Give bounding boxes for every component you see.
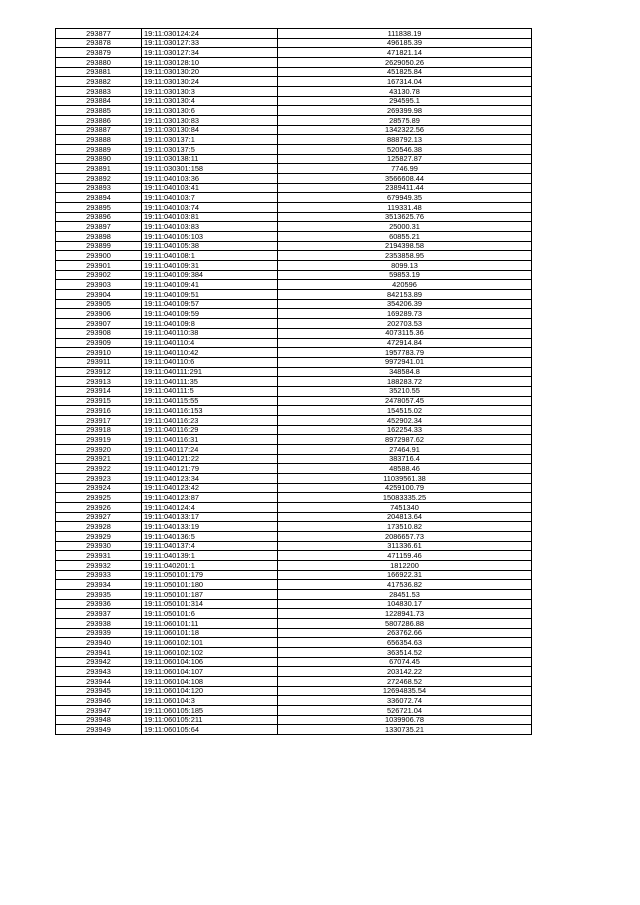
value-cell: 2194398.58 <box>278 241 532 251</box>
row-number-cell: 293894 <box>56 193 142 203</box>
value-cell: 162254.33 <box>278 425 532 435</box>
table-row <box>56 183 532 193</box>
table-row <box>56 444 532 454</box>
row-number-cell: 293940 <box>56 638 142 648</box>
row-number-cell: 293877 <box>56 29 142 39</box>
cadastral-number-cell: 19:11:040124:4 <box>142 502 278 512</box>
value-cell: 2353858.95 <box>278 251 532 261</box>
cadastral-number-cell: 19:11:040109:384 <box>142 270 278 280</box>
cadastral-number-cell: 19:11:040110:6 <box>142 357 278 367</box>
row-number-cell: 293943 <box>56 667 142 677</box>
cadastral-number-cell: 19:11:060102:101 <box>142 638 278 648</box>
row-number-cell: 293918 <box>56 425 142 435</box>
table-row <box>56 648 532 658</box>
row-number-cell: 293878 <box>56 38 142 48</box>
row-number-cell: 293915 <box>56 396 142 406</box>
table-row <box>56 77 532 87</box>
table-row <box>56 125 532 135</box>
value-cell: 4259100.79 <box>278 483 532 493</box>
table-row <box>56 541 532 551</box>
value-cell: 2629050.26 <box>278 58 532 68</box>
cadastral-number-cell: 19:11:040115:55 <box>142 396 278 406</box>
value-cell: 43130.78 <box>278 87 532 97</box>
table-row <box>56 560 532 570</box>
value-cell: 188283.72 <box>278 377 532 387</box>
cadastral-number-cell: 19:11:030137:5 <box>142 145 278 155</box>
value-cell: 7451340 <box>278 502 532 512</box>
value-cell: 269399.98 <box>278 106 532 116</box>
cadastral-number-cell: 19:11:050101:180 <box>142 580 278 590</box>
table-row <box>56 261 532 271</box>
value-cell: 8972987.62 <box>278 435 532 445</box>
cadastral-number-cell: 19:11:050101:314 <box>142 599 278 609</box>
row-number-cell: 293899 <box>56 241 142 251</box>
table-row <box>56 338 532 348</box>
cadastral-number-cell: 19:11:040105:103 <box>142 232 278 242</box>
table-row <box>56 599 532 609</box>
row-number-cell: 293939 <box>56 628 142 638</box>
table-row <box>56 67 532 77</box>
row-number-cell: 293883 <box>56 87 142 97</box>
cadastral-number-cell: 19:11:030137:1 <box>142 135 278 145</box>
value-cell: 35210.55 <box>278 386 532 396</box>
table-row <box>56 38 532 48</box>
value-cell: 166922.31 <box>278 570 532 580</box>
cadastral-number-cell: 19:11:060101:11 <box>142 618 278 628</box>
cadastral-number-cell: 19:11:060104:106 <box>142 657 278 667</box>
table-row <box>56 522 532 532</box>
value-cell: 204813.64 <box>278 512 532 522</box>
table-row <box>56 386 532 396</box>
table-row <box>56 435 532 445</box>
value-cell: 60855.21 <box>278 232 532 242</box>
value-cell: 119331.48 <box>278 203 532 213</box>
table-row <box>56 212 532 222</box>
value-cell: 9972941.01 <box>278 357 532 367</box>
table-row <box>56 154 532 164</box>
table-row <box>56 667 532 677</box>
row-number-cell: 293941 <box>56 648 142 658</box>
cadastral-number-cell: 19:11:040109:59 <box>142 309 278 319</box>
value-cell: 263762.66 <box>278 628 532 638</box>
table-row <box>56 696 532 706</box>
table-row <box>56 135 532 145</box>
row-number-cell: 293908 <box>56 328 142 338</box>
table-row <box>56 174 532 184</box>
row-number-cell: 293880 <box>56 58 142 68</box>
value-cell: 520546.38 <box>278 145 532 155</box>
table-row <box>56 241 532 251</box>
value-cell: 496185.39 <box>278 38 532 48</box>
value-cell: 842153.89 <box>278 290 532 300</box>
value-cell: 294595.1 <box>278 96 532 106</box>
table-row <box>56 657 532 667</box>
row-number-cell: 293884 <box>56 96 142 106</box>
cadastral-number-cell: 19:11:040116:23 <box>142 415 278 425</box>
row-number-cell: 293893 <box>56 183 142 193</box>
table-row <box>56 551 532 561</box>
row-number-cell: 293930 <box>56 541 142 551</box>
cadastral-number-cell: 19:11:040105:38 <box>142 241 278 251</box>
cadastral-number-cell: 19:11:060104:120 <box>142 686 278 696</box>
cadastral-number-cell: 19:11:040111:5 <box>142 386 278 396</box>
cadastral-number-cell: 19:11:030130:83 <box>142 116 278 126</box>
row-number-cell: 293890 <box>56 154 142 164</box>
cadastral-number-cell: 19:11:060104:108 <box>142 677 278 687</box>
value-cell: 169289.73 <box>278 309 532 319</box>
table-row <box>56 377 532 387</box>
table-row <box>56 415 532 425</box>
table-row <box>56 96 532 106</box>
table-row <box>56 367 532 377</box>
row-number-cell: 293911 <box>56 357 142 367</box>
table-row <box>56 618 532 628</box>
cadastral-number-cell: 19:11:060101:18 <box>142 628 278 638</box>
row-number-cell: 293916 <box>56 406 142 416</box>
cadastral-number-cell: 19:11:040116:31 <box>142 435 278 445</box>
row-number-cell: 293879 <box>56 48 142 58</box>
value-cell: 5807286.88 <box>278 618 532 628</box>
cadastral-number-cell: 19:11:030130:4 <box>142 96 278 106</box>
cadastral-number-cell: 19:11:040110:42 <box>142 348 278 358</box>
cadastral-number-cell: 19:11:040123:42 <box>142 483 278 493</box>
table-row <box>56 512 532 522</box>
value-cell: 4073115.36 <box>278 328 532 338</box>
row-number-cell: 293921 <box>56 454 142 464</box>
table-row <box>56 48 532 58</box>
value-cell: 417536.82 <box>278 580 532 590</box>
value-cell: 471159.46 <box>278 551 532 561</box>
cadastral-number-cell: 19:11:040121:22 <box>142 454 278 464</box>
table-row <box>56 145 532 155</box>
cadastral-number-cell: 19:11:030127:34 <box>142 48 278 58</box>
table-row <box>56 87 532 97</box>
cadastral-number-cell: 19:11:030124:24 <box>142 29 278 39</box>
row-number-cell: 293924 <box>56 483 142 493</box>
row-number-cell: 293888 <box>56 135 142 145</box>
row-number-cell: 293928 <box>56 522 142 532</box>
row-number-cell: 293942 <box>56 657 142 667</box>
cadastral-number-cell: 19:11:040110:4 <box>142 338 278 348</box>
table-row <box>56 222 532 232</box>
value-cell: 363514.52 <box>278 648 532 658</box>
row-number-cell: 293897 <box>56 222 142 232</box>
table-row <box>56 715 532 725</box>
row-number-cell: 293900 <box>56 251 142 261</box>
value-cell: 154515.02 <box>278 406 532 416</box>
value-cell: 11039561.38 <box>278 473 532 483</box>
table-row <box>56 638 532 648</box>
row-number-cell: 293896 <box>56 212 142 222</box>
cadastral-number-cell: 19:11:030301:158 <box>142 164 278 174</box>
cadastral-number-cell: 19:11:040136:5 <box>142 531 278 541</box>
table-row <box>56 493 532 503</box>
table-row <box>56 232 532 242</box>
cadastral-number-cell: 19:11:040110:38 <box>142 328 278 338</box>
row-number-cell: 293903 <box>56 280 142 290</box>
cadastral-number-cell: 19:11:060105:64 <box>142 725 278 735</box>
cadastral-number-cell: 19:11:050101:179 <box>142 570 278 580</box>
row-number-cell: 293904 <box>56 290 142 300</box>
cadastral-number-cell: 19:11:040137:4 <box>142 541 278 551</box>
value-cell: 1330735.21 <box>278 725 532 735</box>
row-number-cell: 293881 <box>56 67 142 77</box>
cadastral-number-cell: 19:11:040133:17 <box>142 512 278 522</box>
table-row <box>56 309 532 319</box>
row-number-cell: 293885 <box>56 106 142 116</box>
row-number-cell: 293891 <box>56 164 142 174</box>
value-cell: 173510.82 <box>278 522 532 532</box>
table-row <box>56 502 532 512</box>
table-row <box>56 686 532 696</box>
row-number-cell: 293920 <box>56 444 142 454</box>
row-number-cell: 293917 <box>56 415 142 425</box>
table-row <box>56 193 532 203</box>
table-row <box>56 706 532 716</box>
value-cell: 1957783.79 <box>278 348 532 358</box>
table-row <box>56 628 532 638</box>
value-cell: 272468.52 <box>278 677 532 687</box>
cadastral-number-cell: 19:11:040109:41 <box>142 280 278 290</box>
cadastral-value-table <box>55 28 532 735</box>
value-cell: 2389411.44 <box>278 183 532 193</box>
cadastral-number-cell: 19:11:040103:81 <box>142 212 278 222</box>
cadastral-number-cell: 19:11:040109:8 <box>142 319 278 329</box>
row-number-cell: 293938 <box>56 618 142 628</box>
value-cell: 111838.19 <box>278 29 532 39</box>
value-cell: 28575.89 <box>278 116 532 126</box>
value-cell: 526721.04 <box>278 706 532 716</box>
table-row <box>56 348 532 358</box>
value-cell: 1812200 <box>278 560 532 570</box>
cadastral-number-cell: 19:11:040123:87 <box>142 493 278 503</box>
table-row <box>56 406 532 416</box>
row-number-cell: 293945 <box>56 686 142 696</box>
table-row <box>56 270 532 280</box>
cadastral-number-cell: 19:11:030130:20 <box>142 67 278 77</box>
cadastral-number-cell: 19:11:040117:24 <box>142 444 278 454</box>
row-number-cell: 293892 <box>56 174 142 184</box>
cadastral-number-cell: 19:11:040103:41 <box>142 183 278 193</box>
row-number-cell: 293902 <box>56 270 142 280</box>
value-cell: 679949.35 <box>278 193 532 203</box>
value-cell: 125827.87 <box>278 154 532 164</box>
cadastral-number-cell: 19:11:060102:102 <box>142 648 278 658</box>
cadastral-number-cell: 19:11:030130:84 <box>142 125 278 135</box>
cadastral-number-cell: 19:11:040201:1 <box>142 560 278 570</box>
cadastral-number-cell: 19:11:060105:211 <box>142 715 278 725</box>
table-row <box>56 116 532 126</box>
row-number-cell: 293887 <box>56 125 142 135</box>
cadastral-number-cell: 19:11:040103:7 <box>142 193 278 203</box>
value-cell: 2478057.45 <box>278 396 532 406</box>
value-cell: 656354.63 <box>278 638 532 648</box>
cadastral-number-cell: 19:11:030130:3 <box>142 87 278 97</box>
value-cell: 25000.31 <box>278 222 532 232</box>
value-cell: 1342322.56 <box>278 125 532 135</box>
value-cell: 15083335.25 <box>278 493 532 503</box>
row-number-cell: 293948 <box>56 715 142 725</box>
table-row <box>56 299 532 309</box>
row-number-cell: 293935 <box>56 589 142 599</box>
value-cell: 451825.84 <box>278 67 532 77</box>
table-row <box>56 454 532 464</box>
cadastral-number-cell: 19:11:060104:107 <box>142 667 278 677</box>
row-number-cell: 293910 <box>56 348 142 358</box>
cadastral-number-cell: 19:11:040111:35 <box>142 377 278 387</box>
value-cell: 7746.99 <box>278 164 532 174</box>
row-number-cell: 293913 <box>56 377 142 387</box>
table-row <box>56 473 532 483</box>
value-cell: 1228941.73 <box>278 609 532 619</box>
cadastral-number-cell: 19:11:040108:1 <box>142 251 278 261</box>
value-cell: 3566608.44 <box>278 174 532 184</box>
cadastral-number-cell: 19:11:040109:51 <box>142 290 278 300</box>
cadastral-number-cell: 19:11:040139:1 <box>142 551 278 561</box>
cadastral-number-cell: 19:11:030128:10 <box>142 58 278 68</box>
value-cell: 472914.84 <box>278 338 532 348</box>
table-row <box>56 580 532 590</box>
value-cell: 420596 <box>278 280 532 290</box>
cadastral-number-cell: 19:11:030130:6 <box>142 106 278 116</box>
cadastral-number-cell: 19:11:060104:3 <box>142 696 278 706</box>
cadastral-number-cell: 19:11:030130:24 <box>142 77 278 87</box>
row-number-cell: 293901 <box>56 261 142 271</box>
value-cell: 48588.46 <box>278 464 532 474</box>
table-row <box>56 464 532 474</box>
cadastral-number-cell: 19:11:040123:34 <box>142 473 278 483</box>
value-cell: 167314.04 <box>278 77 532 87</box>
value-cell: 203142.22 <box>278 667 532 677</box>
table-row <box>56 531 532 541</box>
value-cell: 8099.13 <box>278 261 532 271</box>
row-number-cell: 293906 <box>56 309 142 319</box>
table-row <box>56 58 532 68</box>
table-row <box>56 396 532 406</box>
value-cell: 12694835.54 <box>278 686 532 696</box>
value-cell: 2086657.73 <box>278 531 532 541</box>
table-row <box>56 106 532 116</box>
table-row <box>56 203 532 213</box>
row-number-cell: 293946 <box>56 696 142 706</box>
table-row <box>56 483 532 493</box>
value-cell: 336072.74 <box>278 696 532 706</box>
row-number-cell: 293937 <box>56 609 142 619</box>
value-cell: 311336.61 <box>278 541 532 551</box>
row-number-cell: 293895 <box>56 203 142 213</box>
cadastral-number-cell: 19:11:040103:74 <box>142 203 278 213</box>
row-number-cell: 293907 <box>56 319 142 329</box>
row-number-cell: 293909 <box>56 338 142 348</box>
value-cell: 471821.14 <box>278 48 532 58</box>
cadastral-number-cell: 19:11:040109:57 <box>142 299 278 309</box>
row-number-cell: 293923 <box>56 473 142 483</box>
row-number-cell: 293925 <box>56 493 142 503</box>
value-cell: 3513625.76 <box>278 212 532 222</box>
value-cell: 1039906.78 <box>278 715 532 725</box>
cadastral-number-cell: 19:11:040133:19 <box>142 522 278 532</box>
cadastral-number-cell: 19:11:040111:291 <box>142 367 278 377</box>
row-number-cell: 293932 <box>56 560 142 570</box>
row-number-cell: 293929 <box>56 531 142 541</box>
table-row <box>56 425 532 435</box>
value-cell: 383716.4 <box>278 454 532 464</box>
value-cell: 348584.8 <box>278 367 532 377</box>
table-row <box>56 29 532 39</box>
value-cell: 67074.45 <box>278 657 532 667</box>
row-number-cell: 293912 <box>56 367 142 377</box>
table-row <box>56 280 532 290</box>
table-row <box>56 357 532 367</box>
table-row <box>56 677 532 687</box>
row-number-cell: 293933 <box>56 570 142 580</box>
value-cell: 452902.34 <box>278 415 532 425</box>
value-cell: 354206.39 <box>278 299 532 309</box>
value-cell: 202703.53 <box>278 319 532 329</box>
row-number-cell: 293889 <box>56 145 142 155</box>
cadastral-number-cell: 19:11:040103:36 <box>142 174 278 184</box>
table-row <box>56 609 532 619</box>
row-number-cell: 293927 <box>56 512 142 522</box>
row-number-cell: 293898 <box>56 232 142 242</box>
cadastral-number-cell: 19:11:050101:6 <box>142 609 278 619</box>
row-number-cell: 293944 <box>56 677 142 687</box>
cadastral-number-cell: 19:11:030127:33 <box>142 38 278 48</box>
row-number-cell: 293914 <box>56 386 142 396</box>
value-cell: 104830.17 <box>278 599 532 609</box>
row-number-cell: 293922 <box>56 464 142 474</box>
row-number-cell: 293949 <box>56 725 142 735</box>
row-number-cell: 293936 <box>56 599 142 609</box>
row-number-cell: 293905 <box>56 299 142 309</box>
cadastral-number-cell: 19:11:040116:153 <box>142 406 278 416</box>
value-cell: 59853.19 <box>278 270 532 280</box>
value-cell: 27464.91 <box>278 444 532 454</box>
value-cell: 888792.13 <box>278 135 532 145</box>
row-number-cell: 293931 <box>56 551 142 561</box>
table-row <box>56 589 532 599</box>
value-cell: 28451.53 <box>278 589 532 599</box>
row-number-cell: 293919 <box>56 435 142 445</box>
cadastral-number-cell: 19:11:040109:31 <box>142 261 278 271</box>
cadastral-number-cell: 19:11:040121:79 <box>142 464 278 474</box>
row-number-cell: 293886 <box>56 116 142 126</box>
cadastral-number-cell: 19:11:050101:187 <box>142 589 278 599</box>
table-row <box>56 290 532 300</box>
cadastral-number-cell: 19:11:060105:185 <box>142 706 278 716</box>
cadastral-number-cell: 19:11:040103:83 <box>142 222 278 232</box>
table-row <box>56 164 532 174</box>
cadastral-number-cell: 19:11:030138:11 <box>142 154 278 164</box>
row-number-cell: 293882 <box>56 77 142 87</box>
table-row <box>56 570 532 580</box>
row-number-cell: 293926 <box>56 502 142 512</box>
cadastral-number-cell: 19:11:040116:29 <box>142 425 278 435</box>
table-row <box>56 319 532 329</box>
table-row <box>56 251 532 261</box>
row-number-cell: 293947 <box>56 706 142 716</box>
row-number-cell: 293934 <box>56 580 142 590</box>
table-row <box>56 725 532 735</box>
table-body <box>56 29 532 735</box>
table-row <box>56 328 532 338</box>
